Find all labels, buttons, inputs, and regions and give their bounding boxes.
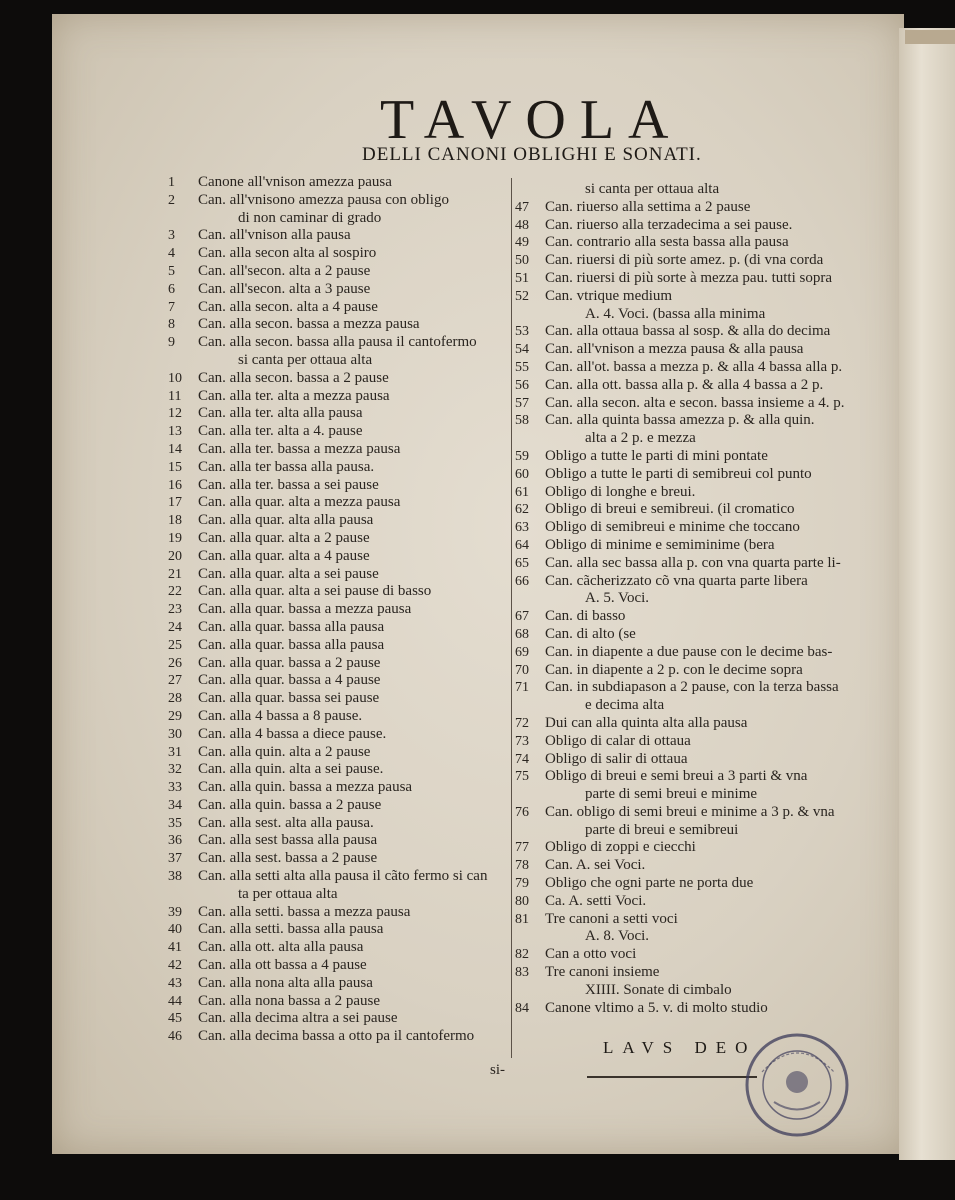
entry-text: Obligo di breui e semi breui a 3 parti & vna [545, 768, 808, 785]
index-entry [168, 939, 487, 957]
entry-text: Can. alla quar. alta a mezza pausa [198, 494, 401, 511]
entry-number: 67 [515, 609, 529, 625]
index-entry [515, 181, 844, 199]
entry-number [168, 210, 198, 228]
entry-number: 43 [168, 975, 182, 991]
index-entry [515, 679, 844, 697]
index-entry [168, 815, 487, 833]
entry-number: 72 [515, 715, 529, 731]
entry-number: 71 [515, 680, 529, 696]
entry-number: 18 [168, 513, 182, 529]
entry-number [515, 697, 545, 715]
index-entry [515, 857, 844, 875]
entry-text: Can. alla sest bassa alla pausa [198, 832, 378, 849]
entry-number: 82 [515, 947, 529, 963]
entry-text: Can. all'secon. alta a 3 pause [198, 280, 371, 297]
index-entry [168, 423, 487, 441]
index-entry [515, 430, 844, 448]
index-entry [168, 904, 487, 922]
left-index-column [168, 174, 487, 1046]
entry-number: 75 [515, 769, 529, 785]
closing-text: LAVS DEO [603, 1038, 757, 1057]
index-entry [515, 555, 844, 573]
entry-number: 14 [168, 441, 182, 457]
index-entry [515, 484, 844, 502]
entry-number: 36 [168, 833, 182, 849]
entry-text: Obligo di longhe e breui. [545, 483, 696, 500]
index-entry [168, 797, 487, 815]
entry-text: e decima alta [585, 697, 665, 714]
entry-number [515, 181, 545, 199]
entry-text: Can. alla ter. alta a 4. pause [198, 423, 363, 440]
index-entry [168, 370, 487, 388]
entry-text: Can. alla decima bassa a otto pa il cantofermo [198, 1028, 475, 1045]
entry-text: Can. alla quar. alta a sei pause di basso [198, 583, 432, 600]
entry-text: Tre canoni insieme [545, 964, 660, 981]
entry-text: Can. alla quin. bassa a 2 pause [198, 796, 382, 813]
entry-text: Can. alla quar. alta alla pausa [198, 512, 374, 529]
entry-number: 63 [515, 520, 529, 536]
entry-text: Tre canoni a setti voci [545, 910, 678, 927]
entry-number: 31 [168, 744, 182, 760]
entry-number [168, 886, 198, 904]
index-entry [168, 779, 487, 797]
entry-text: Can. alla quar. bassa alla pausa [198, 636, 385, 653]
index-entry [168, 886, 487, 904]
entry-number: 7 [168, 299, 175, 315]
index-entry [168, 850, 487, 868]
entry-text: Can. in subdiapason a 2 pause, con la terza bassa [545, 679, 839, 696]
index-entry [168, 174, 487, 192]
entry-number: 21 [168, 566, 182, 582]
index-entry [515, 875, 844, 893]
entry-number: 73 [515, 733, 529, 749]
entry-text: Can. alla ter. alta alla pausa [198, 405, 363, 422]
index-entry [515, 217, 844, 235]
index-entry [515, 573, 844, 591]
index-entry [168, 512, 487, 530]
index-entry [168, 210, 487, 228]
entry-number: 49 [515, 235, 529, 251]
right-index-column [515, 181, 844, 1017]
entry-number: 26 [168, 655, 182, 671]
index-entry [515, 822, 844, 840]
entry-text: Can. riuerso alla terzadecima a sei pause. [545, 216, 793, 233]
index-entry [515, 252, 844, 270]
entry-number [515, 590, 545, 608]
entry-text: Can. alla 4 bassa a diece pause. [198, 725, 387, 742]
index-entry [515, 288, 844, 306]
entry-number: 57 [515, 395, 529, 411]
entry-text: si canta per ottaua alta [238, 351, 373, 368]
entry-text: Obligo che ogni parte ne porta due [545, 875, 754, 892]
entry-text: Can. alla quinta bassa amezza p. & alla quin. [545, 412, 815, 429]
entry-text: Obligo di salir di ottaua [545, 750, 688, 767]
index-entry [515, 377, 844, 395]
entry-number: 1 [168, 175, 175, 190]
index-entry [515, 395, 844, 413]
entry-text: Can. alla quar. alta a 4 pause [198, 547, 370, 564]
entry-number: 74 [515, 751, 529, 767]
entry-number: 19 [168, 530, 182, 546]
entry-number: 30 [168, 726, 182, 742]
entry-text: Obligo a tutte le parti di semibreui col punto [545, 465, 812, 482]
index-entry [515, 448, 844, 466]
entry-text: Can. alla ott. bassa alla p. & alla 4 bassa a 2 p. [545, 376, 824, 393]
index-entry [515, 412, 844, 430]
index-entry [168, 494, 487, 512]
catchword: si- [490, 1062, 505, 1078]
entry-number: 28 [168, 691, 182, 707]
entry-text: Can. alla quar. alta a 2 pause [198, 529, 370, 546]
entry-text: parte di breui e semibreui [585, 821, 739, 838]
index-entry [168, 637, 487, 655]
library-stamp-icon [744, 1032, 850, 1138]
entry-text: Can. alla ott bassa a 4 pause [198, 957, 367, 974]
entry-number: 13 [168, 424, 182, 440]
entry-number: 58 [515, 413, 529, 429]
entry-text: Can. cãcherizzato cõ vna quarta parte libera [545, 572, 808, 589]
index-entry [168, 655, 487, 673]
entry-number: 81 [515, 911, 529, 927]
entry-text: Can. all'vnisono amezza pausa con obligo [198, 191, 449, 208]
index-entry [168, 352, 487, 370]
index-entry [168, 832, 487, 850]
index-entry [168, 921, 487, 939]
entry-text: Obligo di breui e semibreui. (il cromatico [545, 501, 795, 518]
entry-text: Can. alla quar. bassa sei pause [198, 690, 380, 707]
facing-page-edge [899, 28, 955, 1160]
entry-number: 68 [515, 626, 529, 642]
entry-text: Can. alla quin. alta a sei pause. [198, 761, 384, 778]
index-entry [515, 590, 844, 608]
index-entry [515, 893, 844, 911]
index-entry [168, 672, 487, 690]
entry-number: 8 [168, 317, 175, 333]
entry-number: 35 [168, 815, 182, 831]
index-entry [515, 608, 844, 626]
entry-number: 34 [168, 797, 182, 813]
entry-text: parte di semi breui e minime [585, 786, 758, 803]
entry-text: XIIII. Sonate di cimbalo [585, 981, 732, 998]
index-entry [515, 234, 844, 252]
entry-text: Can. alla ter. bassa a mezza pausa [198, 440, 401, 457]
entry-text: Can. alla secon. bassa alla pausa il cantofermo [198, 334, 477, 351]
entry-text: Can. alla quar. bassa alla pausa [198, 618, 385, 635]
index-entry [168, 548, 487, 566]
entry-text: Obligo di calar di ottaua [545, 732, 691, 749]
entry-text: Canone all'vnison amezza pausa [198, 174, 392, 190]
entry-text: Can. alla secon. alta a 4 pause [198, 298, 378, 315]
index-entry [515, 964, 844, 982]
entry-number: 15 [168, 459, 182, 475]
entry-text: ta per ottaua alta [238, 885, 338, 902]
entry-text: Can. alla sest. bassa a 2 pause [198, 850, 378, 867]
page-title: TAVOLA [380, 89, 683, 151]
entry-number: 16 [168, 477, 182, 493]
entry-text: Can. alla quin. bassa a mezza pausa [198, 779, 413, 796]
entry-text: Can. alla sest. alta alla pausa. [198, 814, 374, 831]
index-entry [515, 626, 844, 644]
entry-number: 41 [168, 940, 182, 956]
entry-text: Can. in diapente a 2 p. con le decime sopra [545, 661, 803, 678]
index-entry [168, 708, 487, 726]
index-entry [168, 227, 487, 245]
entry-text: Can. alla quar. bassa a 4 pause [198, 672, 381, 689]
entry-number: 37 [168, 851, 182, 867]
entry-text: A. 4. Voci. (bassa alla minima [585, 305, 766, 322]
entry-number: 22 [168, 584, 182, 600]
entry-text: di non caminar di grado [238, 209, 382, 226]
entry-number [515, 928, 545, 946]
entry-number: 32 [168, 762, 182, 778]
index-entry [515, 270, 844, 288]
index-entry [515, 466, 844, 484]
index-entry [168, 1028, 487, 1046]
entry-number [515, 306, 545, 324]
entry-text: A. 8. Voci. [585, 928, 650, 945]
entry-text: Can. alla secon. bassa a mezza pausa [198, 316, 420, 333]
index-entry [515, 306, 844, 324]
index-entry [515, 501, 844, 519]
entry-number: 60 [515, 466, 529, 482]
entry-number: 29 [168, 708, 182, 724]
index-entry [168, 530, 487, 548]
entry-text: Obligo di semibreui e minime che toccano [545, 519, 800, 536]
entry-number: 10 [168, 370, 182, 386]
index-entry [168, 263, 487, 281]
index-entry [168, 868, 487, 886]
page-subtitle: DELLI CANONI OBLIGHI E SONATI. [362, 144, 702, 165]
index-entry [168, 566, 487, 584]
index-entry [168, 993, 487, 1011]
entry-number: 17 [168, 495, 182, 511]
index-entry [168, 1010, 487, 1028]
facing-page-tab [905, 30, 955, 44]
entry-text: alta a 2 p. e mezza [585, 430, 696, 447]
index-entry [515, 733, 844, 751]
entry-number: 52 [515, 288, 529, 304]
entry-text: Canone vltimo a 5. v. di molto studio [545, 999, 768, 1016]
index-entry [168, 619, 487, 637]
entry-number: 44 [168, 993, 182, 1009]
entry-number: 65 [515, 555, 529, 571]
entry-text: Can. all'ot. bassa a mezza p. & alla 4 bassa alla p. [545, 358, 843, 375]
entry-text: Can. alla ott. alta alla pausa [198, 939, 364, 956]
entry-number: 6 [168, 281, 175, 297]
entry-number: 70 [515, 662, 529, 678]
entry-number: 53 [515, 324, 529, 340]
entry-number: 47 [515, 199, 529, 215]
entry-number: 59 [515, 448, 529, 464]
entry-text: Can. riuersi di più sorte à mezza pau. tutti sopra [545, 269, 832, 286]
index-entry [168, 316, 487, 334]
entry-text: Can. alla quar. bassa a 2 pause [198, 654, 381, 671]
entry-number: 61 [515, 484, 529, 500]
entry-number: 3 [168, 228, 175, 244]
index-entry [515, 751, 844, 769]
entry-number: 38 [168, 869, 182, 885]
entry-text: Can. alla quin. alta a 2 pause [198, 743, 371, 760]
entry-number [168, 352, 198, 370]
entry-text: Can. riuerso alla settima a 2 pause [545, 198, 751, 215]
entry-text: Can. in diapente a due pause con le decime bas- [545, 643, 833, 660]
index-entry [515, 839, 844, 857]
index-entry [168, 690, 487, 708]
index-entry [168, 744, 487, 762]
entry-text: Obligo a tutte le parti di mini pontate [545, 447, 768, 464]
entry-number: 33 [168, 780, 182, 796]
entry-number: 12 [168, 406, 182, 422]
entry-number: 20 [168, 548, 182, 564]
entry-number: 11 [168, 388, 182, 404]
column-divider [511, 178, 512, 1058]
entry-text: Can. alla nona alta alla pausa [198, 974, 373, 991]
index-entry [515, 911, 844, 929]
index-entry [168, 761, 487, 779]
entry-text: Can. alla decima altra a sei pause [198, 1010, 398, 1027]
entry-number: 46 [168, 1029, 182, 1045]
entry-number: 84 [515, 1000, 529, 1016]
index-entry [168, 281, 487, 299]
index-entry [168, 405, 487, 423]
index-entry [515, 662, 844, 680]
entry-number [515, 822, 545, 840]
entry-text: Can. alla 4 bassa a 8 pause. [198, 707, 363, 724]
entry-text: Can. alla quar. alta a sei pause [198, 565, 379, 582]
entry-text: Can. alla quar. bassa a mezza pausa [198, 601, 412, 618]
entry-text: Dui can alla quinta alta alla pausa [545, 714, 748, 731]
entry-text: Can. di basso [545, 608, 626, 625]
index-entry [515, 1000, 844, 1018]
index-entry [515, 928, 844, 946]
entry-number: 55 [515, 359, 529, 375]
entry-text: Can. all'secon. alta a 2 pause [198, 262, 371, 279]
entry-number: 24 [168, 619, 182, 635]
entry-number: 79 [515, 876, 529, 892]
index-entry [515, 946, 844, 964]
entry-text: Can. alla setti alta alla pausa il cãto fermo si can [198, 868, 488, 885]
entry-number: 27 [168, 673, 182, 689]
entry-number: 4 [168, 246, 175, 262]
entry-number: 64 [515, 537, 529, 553]
entry-text: Can. riuersi di più sorte amez. p. (di vna corda [545, 252, 824, 269]
index-entry [168, 975, 487, 993]
entry-text: Can. alla secon alta al sospiro [198, 245, 377, 262]
entry-number [515, 786, 545, 804]
index-entry [168, 459, 487, 477]
entry-text: Can. alla sec bassa alla p. con vna quarta parte li- [545, 554, 841, 571]
entry-number: 83 [515, 965, 529, 981]
entry-text: A. 5. Voci. [585, 590, 650, 607]
entry-number: 76 [515, 804, 529, 820]
entry-text: Can. contrario alla sesta bassa alla pausa [545, 234, 789, 251]
entry-text: Can. all'vnison alla pausa [198, 227, 351, 244]
entry-text: Obligo di minime e semiminime (bera [545, 536, 775, 553]
entry-number: 48 [515, 217, 529, 233]
entry-text: Can a otto voci [545, 946, 637, 963]
index-entry [515, 786, 844, 804]
entry-text: Can. alla ter bassa alla pausa. [198, 458, 375, 475]
entry-number: 9 [168, 335, 175, 351]
index-entry [168, 477, 487, 495]
closing-rule [587, 1076, 757, 1078]
entry-number: 40 [168, 922, 182, 938]
index-entry [168, 726, 487, 744]
entry-text: Ca. A. setti Voci. [545, 892, 647, 909]
entry-number [515, 982, 545, 1000]
index-entry [515, 199, 844, 217]
index-entry [515, 804, 844, 822]
index-entry [515, 359, 844, 377]
index-entry [515, 715, 844, 733]
entry-text: Can. all'vnison a mezza pausa & alla pausa [545, 341, 804, 358]
index-entry [515, 982, 844, 1000]
index-entry [515, 768, 844, 786]
index-entry [515, 697, 844, 715]
entry-text: Can. obligo di semi breui e minime a 3 p. & vna [545, 803, 835, 820]
entry-text: Can. alla ter. bassa a sei pause [198, 476, 379, 493]
entry-number: 66 [515, 573, 529, 589]
entry-text: Obligo di zoppi e ciecchi [545, 839, 696, 856]
entry-number: 51 [515, 270, 529, 286]
index-entry [515, 537, 844, 555]
index-entry [168, 388, 487, 406]
index-entry [515, 323, 844, 341]
entry-number: 39 [168, 904, 182, 920]
entry-text: Can. A. sei Voci. [545, 857, 646, 874]
entry-text: si canta per ottaua alta [585, 181, 720, 197]
entry-number: 54 [515, 342, 529, 358]
entry-number: 62 [515, 502, 529, 518]
entry-number: 78 [515, 858, 529, 874]
entry-text: Can. vtrique medium [545, 287, 673, 304]
entry-number: 45 [168, 1011, 182, 1027]
index-entry [168, 245, 487, 263]
entry-number: 69 [515, 644, 529, 660]
entry-number: 2 [168, 192, 175, 208]
index-entry [168, 334, 487, 352]
entry-number: 80 [515, 893, 529, 909]
entry-number [515, 430, 545, 448]
entry-text: Can. alla ottaua bassa al sosp. & alla do decima [545, 323, 831, 340]
entry-text: Can. di alto (se [545, 625, 636, 642]
entry-text: Can. alla setti. bassa alla pausa [198, 921, 384, 938]
index-entry [168, 299, 487, 317]
entry-text: Can. alla setti. bassa a mezza pausa [198, 903, 411, 920]
index-entry [515, 341, 844, 359]
index-entry [168, 601, 487, 619]
index-entry [168, 583, 487, 601]
entry-text: Can. alla ter. alta a mezza pausa [198, 387, 390, 404]
entry-text: Can. alla nona bassa a 2 pause [198, 992, 381, 1009]
entry-number: 42 [168, 958, 182, 974]
entry-number: 50 [515, 253, 529, 269]
index-entry [168, 192, 487, 210]
index-entry [515, 519, 844, 537]
entry-number: 25 [168, 637, 182, 653]
entry-number: 56 [515, 377, 529, 393]
index-entry [515, 644, 844, 662]
entry-text: Can. alla secon. alta e secon. bassa insieme a 4. p. [545, 394, 845, 411]
index-entry [168, 957, 487, 975]
entry-number: 23 [168, 602, 182, 618]
entry-number: 5 [168, 263, 175, 279]
index-entry [168, 441, 487, 459]
entry-number: 77 [515, 840, 529, 856]
entry-text: Can. alla secon. bassa a 2 pause [198, 369, 389, 386]
